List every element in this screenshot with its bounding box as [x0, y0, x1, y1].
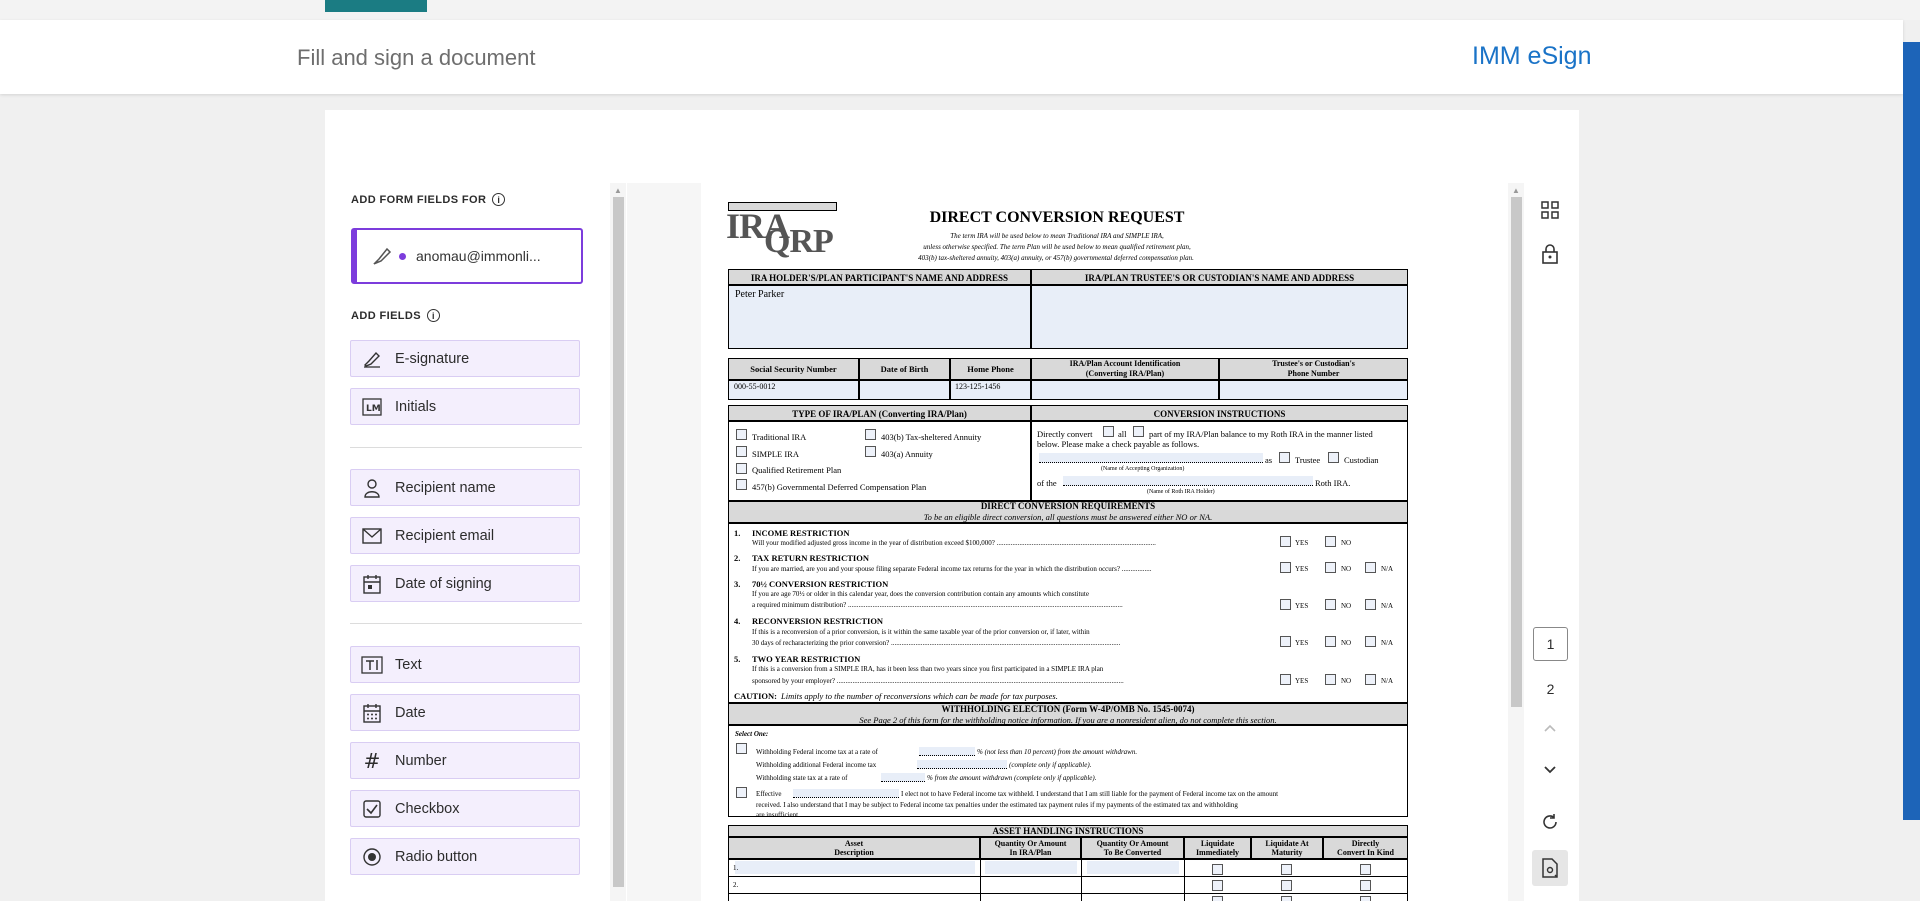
doc-title: DIRECT CONVERSION REQUEST [929, 209, 1185, 226]
asset-col: Maturity [1271, 848, 1303, 857]
yes-label: YES [1295, 677, 1309, 685]
checkbox[interactable] [736, 463, 747, 474]
checkbox[interactable] [736, 787, 747, 798]
e-signature-icon [361, 348, 383, 370]
checkbox[interactable] [1325, 562, 1336, 573]
asset-input[interactable] [1087, 861, 1179, 874]
roth-holder-field[interactable] [1063, 476, 1313, 486]
na-label: N/A [1381, 565, 1394, 573]
conv-text: Trustee [1295, 455, 1321, 465]
checkbox[interactable] [1133, 426, 1144, 437]
info-icon[interactable]: i [492, 193, 505, 206]
yes-label: YES [1295, 539, 1309, 547]
req-header: DIRECT CONVERSION REQUIREMENTS [980, 501, 1156, 511]
accepting-org-field[interactable] [1039, 453, 1263, 463]
na-label: N/A [1381, 602, 1394, 610]
wh-select: Select One: [735, 730, 769, 738]
checkbox[interactable] [1212, 864, 1223, 875]
tphone-header: Phone Number [1287, 369, 1340, 378]
date-field-button[interactable] [350, 694, 580, 731]
asset-col: Description [834, 848, 874, 857]
checkbox[interactable] [1328, 452, 1339, 463]
conv-text: Roth IRA. [1315, 478, 1351, 488]
conv-text: of the [1037, 478, 1057, 488]
no-label: NO [1341, 539, 1352, 547]
wh-text: are insufficient. [756, 811, 800, 819]
checkbox[interactable] [736, 446, 747, 457]
checkbox[interactable] [1281, 896, 1292, 901]
field-label: E-signature [395, 350, 470, 367]
req-number: 2. [734, 553, 741, 563]
scrollbar-thumb[interactable] [1511, 197, 1522, 707]
page-2-button[interactable]: 2 [1546, 681, 1555, 697]
row-line [728, 893, 1408, 894]
wh-text: % (not less than 10 percent) from the amount withdrawn. [977, 748, 1138, 756]
logo-ira: IRA [726, 206, 790, 246]
req-title: TWO YEAR RESTRICTION [752, 654, 861, 664]
asset-col: Quantity Or Amount [1096, 839, 1169, 848]
asset-row-label: 1. [733, 864, 739, 872]
refresh-icon[interactable] [1537, 809, 1563, 835]
holder-header: IRA HOLDER'S/PLAN PARTICIPANT'S NAME AND ADDRESS [750, 273, 1009, 283]
current-page-button[interactable]: 1 [1533, 627, 1568, 661]
asset-input[interactable] [985, 861, 1077, 874]
form-fields-for-label [351, 193, 505, 206]
type-option: 403(b) Tax-sheltered Annuity [881, 432, 982, 442]
req-text: a required minimum distribution? ............................................................................................................................................................. [752, 601, 1123, 609]
checkbox[interactable] [1360, 896, 1371, 901]
dob-header: Date of Birth [880, 364, 929, 374]
checkbox[interactable] [1325, 599, 1336, 610]
form-fields-for-text: ADD FORM FIELDS FOR [351, 193, 487, 206]
yes-label: YES [1295, 639, 1309, 647]
field-label: Checkbox [395, 800, 460, 817]
conv-text: all [1118, 429, 1127, 439]
caution-label: CAUTION: [734, 691, 777, 701]
col-line [1184, 859, 1185, 901]
yes-label: YES [1295, 602, 1309, 610]
req-text: If this is a reconversion of a prior conversion, is it within the same taxable year of the prior conversion or, if later, within [752, 628, 1090, 636]
checkbox[interactable] [1325, 674, 1336, 685]
conv-caption: (Name of Roth IRA Holder) [1147, 489, 1215, 495]
date-grid-icon [361, 702, 383, 724]
document-settings-icon[interactable] [1532, 850, 1568, 886]
recipient-email-field-button[interactable] [350, 517, 580, 554]
wh-rate-field[interactable] [919, 747, 975, 756]
type-option: 403(a) Annuity [881, 449, 933, 459]
trustee-field[interactable] [1031, 285, 1408, 349]
panel-scrollbar[interactable] [610, 183, 626, 901]
type-option: SIMPLE IRA [752, 449, 799, 459]
req-text: If you are age 70½ or older in this calendar year, does the conversion contribution contain any amounts which constitute [752, 590, 1089, 598]
recipient-color-dot [399, 253, 406, 260]
checkbox[interactable] [736, 479, 747, 490]
field-label: Text [395, 656, 422, 673]
checkbox[interactable] [1212, 896, 1223, 901]
dob-field[interactable] [859, 380, 950, 400]
lock-icon[interactable] [1537, 241, 1563, 267]
checkbox[interactable] [1103, 426, 1114, 437]
ssn-value: 000-55-0012 [734, 382, 776, 391]
asset-col: To Be Converted [1103, 848, 1162, 857]
wh-subheader: See Page 2 of this form for the withholding notice information. If you are a nonresident alien, do not complete this section. [859, 715, 1277, 725]
wh-text: Withholding additional Federal income tax [756, 761, 877, 769]
logo-qrp: QRP [764, 223, 833, 260]
checkbox[interactable] [865, 429, 876, 440]
req-number: 5. [734, 654, 741, 664]
wh-text: I elect not to have Federal income tax withheld. I understand that I am still liable for the payment of Federal income tax on the amount [901, 790, 1279, 798]
chevron-down-icon[interactable] [1537, 757, 1563, 783]
type-option: 457(b) Governmental Deferred Compensation Plan [752, 482, 927, 492]
req-subheader: To be an eligible direct conversion, all questions must be answered either NO or NA. [923, 512, 1213, 522]
conv-text: Directly convert [1037, 429, 1093, 439]
no-label: NO [1341, 565, 1352, 573]
wh-text: Withholding state tax at a rate of [756, 774, 848, 782]
page-scrollbar[interactable] [1903, 42, 1920, 820]
add-fields-text: ADD FIELDS [351, 309, 421, 322]
envelope-icon [361, 525, 383, 547]
checkbox[interactable] [1212, 880, 1223, 891]
recipient-email: anomau@immonli... [416, 248, 541, 264]
conv-text: as [1265, 455, 1273, 465]
asset-col: Convert In Kind [1337, 848, 1394, 857]
checkbox[interactable] [1281, 864, 1292, 875]
phone-header: Home Phone [967, 364, 1014, 374]
grid-view-icon[interactable] [1537, 197, 1563, 223]
tphone-field[interactable] [1219, 380, 1408, 400]
asset-input[interactable] [735, 861, 975, 874]
no-label: NO [1341, 602, 1352, 610]
checkbox[interactable] [1365, 636, 1376, 647]
doc-subtitle: The term IRA will be used below to mean Traditional IRA and SIMPLE IRA, [950, 232, 1164, 240]
wh-text: (complete only if applicable). [1009, 761, 1092, 769]
wh-state-field[interactable] [881, 773, 925, 782]
req-number: 4. [734, 616, 741, 626]
wh-text: Withholding Federal income tax at a rate of [756, 748, 878, 756]
row-line [728, 876, 1408, 877]
acct-header: (Converting IRA/Plan) [1085, 369, 1165, 378]
col-line [980, 859, 981, 901]
text-field-icon [361, 654, 383, 676]
document-scrollbar[interactable] [1508, 183, 1524, 901]
initials-field-button[interactable] [350, 388, 580, 425]
wh-header: WITHHOLDING ELECTION (Form W-4P/OMB No. 1545-0074) [941, 704, 1195, 714]
asset-col: Quantity Or Amount [994, 839, 1067, 848]
divider [350, 447, 582, 448]
checkbox[interactable] [1280, 562, 1291, 573]
holder-name: Peter Parker [735, 289, 785, 300]
conv-text: Custodian [1344, 455, 1379, 465]
top-accent-bar [325, 0, 427, 12]
field-label: Date of signing [395, 575, 492, 592]
checkbox[interactable] [865, 446, 876, 457]
type-option: Traditional IRA [752, 432, 807, 442]
no-label: NO [1341, 639, 1352, 647]
checkbox[interactable] [1281, 880, 1292, 891]
checkbox[interactable] [1325, 536, 1336, 547]
checkbox[interactable] [1279, 452, 1290, 463]
field-label: Date [395, 704, 426, 721]
no-label: NO [1341, 677, 1352, 685]
document-page [701, 183, 1433, 901]
radio-icon [361, 846, 383, 868]
asset-col: Directly [1351, 839, 1380, 848]
na-label: N/A [1381, 677, 1394, 685]
asset-col: In IRA/Plan [1009, 848, 1052, 857]
req-box [728, 523, 1408, 703]
text-field-button[interactable] [350, 646, 580, 683]
checkbox[interactable] [1280, 674, 1291, 685]
field-label: Recipient email [395, 527, 495, 544]
checkbox[interactable] [1280, 636, 1291, 647]
wh-text: % from the amount withdrawn (complete only if applicable). [927, 774, 1097, 782]
brand-logo[interactable]: IMM eSign [1472, 42, 1592, 70]
scroll-up-icon[interactable]: ▲ [614, 186, 622, 195]
req-number: 1. [734, 528, 741, 538]
asset-col: Asset [844, 839, 864, 848]
svg-text:LM: LM [366, 403, 381, 414]
wh-effective-field[interactable] [793, 789, 899, 798]
radio-button-field-button[interactable] [350, 838, 580, 875]
divider [350, 623, 582, 624]
asset-col: Liquidate [1200, 839, 1235, 848]
field-label: Recipient name [395, 479, 496, 496]
trustee-header: IRA/PLAN TRUSTEE'S OR CUSTODIAN'S NAME AND ADDRESS [1084, 273, 1355, 283]
checkbox-field-button[interactable] [350, 790, 580, 827]
wh-text: received. I also understand that I may be subject to Federal income tax penalties under the estimated tax payment rules if my payments of the estimated tax and withholding [756, 801, 1238, 809]
scroll-up-icon[interactable]: ▲ [1512, 186, 1520, 195]
asset-row-label: 2. [733, 881, 739, 889]
caution-text: Limits apply to the number of reconversions which can be made for tax purposes. [781, 691, 1058, 701]
scrollbar-thumb[interactable] [613, 197, 624, 887]
phone-value: 123-125-1456 [955, 382, 1001, 391]
req-title: RECONVERSION RESTRICTION [752, 616, 884, 626]
doc-subtitle: 403(b) tax-sheltered annuity, 403(a) annuity, or 457(b) governmental deferred compensation plan. [918, 254, 1194, 262]
checkbox[interactable] [1365, 562, 1376, 573]
chevron-up-icon[interactable] [1537, 715, 1563, 741]
wh-text: Effective [756, 790, 782, 798]
initials-icon [361, 396, 383, 418]
req-text: Will your modified adjusted gross income in the year of distribution exceed $100,000? ........................................................................................... [752, 539, 1156, 547]
req-title: 70½ CONVERSION RESTRICTION [752, 579, 889, 589]
date-of-signing-field-button[interactable] [350, 565, 580, 602]
add-fields-label [351, 309, 440, 322]
field-label: Number [395, 752, 447, 769]
req-number: 3. [734, 579, 741, 589]
number-field-button[interactable] [350, 742, 580, 779]
conv-text: below. Please make a check payable as follows. [1037, 439, 1200, 449]
req-text: 30 days of recharacterizing the prior conversion? ................................................................................................................................... [752, 639, 1121, 647]
checkbox[interactable] [1360, 864, 1371, 875]
checkbox[interactable] [736, 743, 747, 754]
req-text: If this is a conversion from a SIMPLE IRA, has it been less than two years since you first participated in a SIMPLE IRA plan [752, 665, 1104, 673]
field-label: Radio button [395, 848, 478, 865]
checkbox[interactable] [1365, 599, 1376, 610]
req-title: INCOME RESTRICTION [752, 528, 850, 538]
conv-caption: (Name of Accepting Organization) [1101, 466, 1185, 472]
field-label: Initials [395, 398, 437, 415]
top-strip [0, 0, 1920, 20]
tphone-header: Trustee's or Custodian's [1272, 359, 1355, 368]
type-option: Qualified Retirement Plan [752, 465, 842, 475]
app-header [0, 20, 1903, 94]
req-title: TAX RETURN RESTRICTION [752, 553, 869, 563]
checkbox[interactable] [1325, 636, 1336, 647]
yes-label: YES [1295, 565, 1309, 573]
checkbox[interactable] [736, 429, 747, 440]
checkbox[interactable] [1360, 880, 1371, 891]
pen-icon [371, 245, 393, 267]
person-icon [361, 477, 383, 499]
recipient-name-field-button[interactable] [350, 469, 580, 506]
viewer-toolbar [1530, 183, 1570, 901]
asset-col: Liquidate At [1265, 839, 1309, 848]
type-header: TYPE OF IRA/PLAN (Converting IRA/Plan) [792, 409, 967, 419]
doc-subtitle: unless otherwise specified. The term Plan will be used below to mean qualified retirement plan, [923, 243, 1191, 251]
e-signature-field-button[interactable] [350, 340, 580, 377]
conv-text: part of my IRA/Plan balance to my Roth IRA in the manner listed [1149, 429, 1373, 439]
calendar-icon [361, 573, 383, 595]
na-label: N/A [1381, 639, 1394, 647]
asset-header: ASSET HANDLING INSTRUCTIONS [992, 826, 1144, 836]
acct-field[interactable] [1031, 380, 1219, 400]
col-line [1081, 859, 1082, 901]
hash-icon: # [363, 748, 381, 773]
recipient-selector[interactable] [351, 228, 583, 284]
page-title: Fill and sign a document [297, 45, 536, 70]
wh-additional-field[interactable] [917, 760, 1007, 769]
checkbox[interactable] [1280, 536, 1291, 547]
acct-header: IRA/Plan Account Identification [1069, 359, 1181, 368]
asset-col: Immediately [1195, 848, 1240, 857]
req-text: sponsored by your employer? .................................................................................................................................................................... [752, 677, 1124, 685]
info-icon[interactable]: i [427, 309, 440, 322]
checkbox[interactable] [1280, 599, 1291, 610]
checkbox-icon [361, 798, 383, 820]
ssn-header: Social Security Number [750, 364, 837, 374]
checkbox[interactable] [1365, 674, 1376, 685]
req-text: If you are married, are you and your spouse filing separate Federal income tax returns for the year in which the distribution occurs? ................. [752, 565, 1152, 573]
conv-header: CONVERSION INSTRUCTIONS [1153, 409, 1286, 419]
